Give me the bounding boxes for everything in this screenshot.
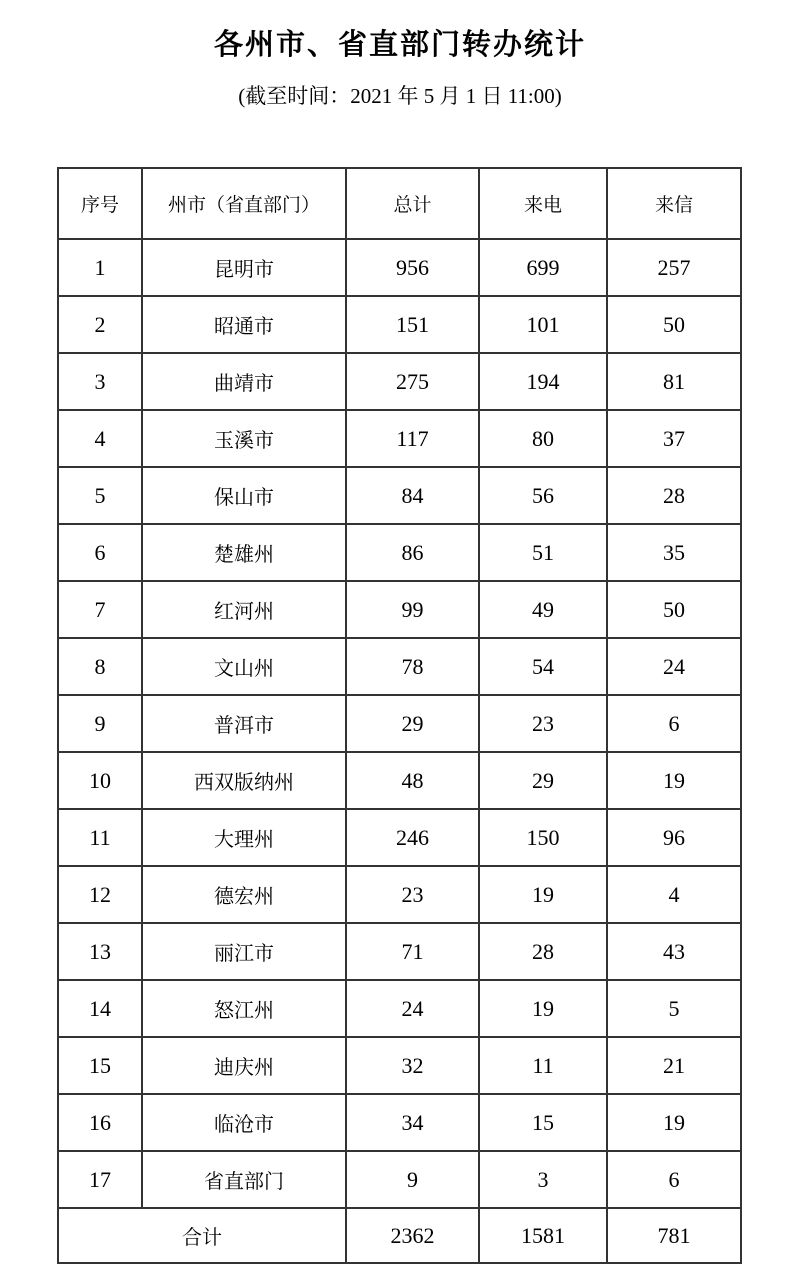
region-name: 红河州 [142, 581, 346, 638]
total-calls-value: 1581 [479, 1208, 607, 1263]
page-subtitle: (截至时间：2021 年 5 月 1 日 11:00) [238, 84, 562, 108]
region-name: 昆明市 [142, 239, 346, 296]
row-index: 4 [58, 410, 142, 467]
header-index: 序号 [58, 168, 142, 239]
calls-value: 11 [479, 1037, 607, 1094]
table-row [58, 410, 741, 467]
row-index: 9 [58, 695, 142, 752]
region-name: 省直部门 [142, 1151, 346, 1208]
letters-value: 257 [607, 239, 741, 296]
total-total-value: 2362 [346, 1208, 479, 1263]
row-index: 2 [58, 296, 142, 353]
letters-value: 6 [607, 695, 741, 752]
region-name: 普洱市 [142, 695, 346, 752]
row-index: 1 [58, 239, 142, 296]
calls-value: 699 [479, 239, 607, 296]
table-row [58, 353, 741, 410]
region-name: 德宏州 [142, 866, 346, 923]
letters-value: 19 [607, 1094, 741, 1151]
region-name: 西双版纳州 [142, 752, 346, 809]
table-row [58, 239, 741, 296]
row-index: 17 [58, 1151, 142, 1208]
region-name: 丽江市 [142, 923, 346, 980]
calls-value: 80 [479, 410, 607, 467]
calls-value: 15 [479, 1094, 607, 1151]
calls-value: 23 [479, 695, 607, 752]
row-index: 7 [58, 581, 142, 638]
table-row [58, 695, 741, 752]
header-letters: 来信 [607, 168, 741, 239]
table-row [58, 581, 741, 638]
total-value: 86 [346, 524, 479, 581]
region-name: 保山市 [142, 467, 346, 524]
total-value: 275 [346, 353, 479, 410]
total-value: 24 [346, 980, 479, 1037]
row-index: 10 [58, 752, 142, 809]
total-value: 71 [346, 923, 479, 980]
page-title: 各州市、省直部门转办统计 [213, 27, 586, 61]
letters-value: 35 [607, 524, 741, 581]
calls-value: 51 [479, 524, 607, 581]
total-value: 78 [346, 638, 479, 695]
row-index: 16 [58, 1094, 142, 1151]
region-name: 曲靖市 [142, 353, 346, 410]
table-row [58, 923, 741, 980]
calls-value: 101 [479, 296, 607, 353]
total-value: 23 [346, 866, 479, 923]
calls-value: 29 [479, 752, 607, 809]
row-index: 5 [58, 467, 142, 524]
calls-value: 150 [479, 809, 607, 866]
region-name: 文山州 [142, 638, 346, 695]
total-value: 32 [346, 1037, 479, 1094]
calls-value: 49 [479, 581, 607, 638]
letters-value: 6 [607, 1151, 741, 1208]
total-row [58, 1208, 741, 1263]
region-name: 大理州 [142, 809, 346, 866]
letters-value: 28 [607, 467, 741, 524]
table-row [58, 866, 741, 923]
total-value: 956 [346, 239, 479, 296]
region-name: 怒江州 [142, 980, 346, 1037]
table-row [58, 1151, 741, 1208]
table-row [58, 752, 741, 809]
row-index: 13 [58, 923, 142, 980]
total-value: 9 [346, 1151, 479, 1208]
table-row [58, 467, 741, 524]
total-value: 29 [346, 695, 479, 752]
total-letters-value: 781 [607, 1208, 741, 1263]
table-row [58, 296, 741, 353]
letters-value: 37 [607, 410, 741, 467]
table-row [58, 809, 741, 866]
letters-value: 5 [607, 980, 741, 1037]
row-index: 8 [58, 638, 142, 695]
row-index: 6 [58, 524, 142, 581]
region-name: 玉溪市 [142, 410, 346, 467]
table-row [58, 980, 741, 1037]
total-value: 34 [346, 1094, 479, 1151]
total-value: 84 [346, 467, 479, 524]
letters-value: 50 [607, 581, 741, 638]
calls-value: 54 [479, 638, 607, 695]
header-row [58, 168, 741, 239]
header-region: 州市（省直部门） [142, 168, 346, 239]
letters-value: 50 [607, 296, 741, 353]
letters-value: 96 [607, 809, 741, 866]
row-index: 14 [58, 980, 142, 1037]
row-index: 12 [58, 866, 142, 923]
total-value: 99 [346, 581, 479, 638]
calls-value: 56 [479, 467, 607, 524]
total-value: 48 [346, 752, 479, 809]
total-value: 246 [346, 809, 479, 866]
row-index: 3 [58, 353, 142, 410]
calls-value: 3 [479, 1151, 607, 1208]
region-name: 临沧市 [142, 1094, 346, 1151]
header-calls: 来电 [479, 168, 607, 239]
table-row [58, 524, 741, 581]
letters-value: 81 [607, 353, 741, 410]
statistics-table [57, 167, 742, 1264]
calls-value: 28 [479, 923, 607, 980]
table-row [58, 638, 741, 695]
region-name: 昭通市 [142, 296, 346, 353]
row-index: 15 [58, 1037, 142, 1094]
letters-value: 43 [607, 923, 741, 980]
calls-value: 19 [479, 866, 607, 923]
calls-value: 19 [479, 980, 607, 1037]
letters-value: 19 [607, 752, 741, 809]
table-body [58, 239, 741, 1208]
header-total: 总计 [346, 168, 479, 239]
total-value: 151 [346, 296, 479, 353]
row-index: 11 [58, 809, 142, 866]
region-name: 楚雄州 [142, 524, 346, 581]
table-row [58, 1094, 741, 1151]
calls-value: 194 [479, 353, 607, 410]
letters-value: 4 [607, 866, 741, 923]
table-row [58, 1037, 741, 1094]
letters-value: 24 [607, 638, 741, 695]
region-name: 迪庆州 [142, 1037, 346, 1094]
total-label: 合计 [58, 1208, 346, 1263]
letters-value: 21 [607, 1037, 741, 1094]
total-value: 117 [346, 410, 479, 467]
